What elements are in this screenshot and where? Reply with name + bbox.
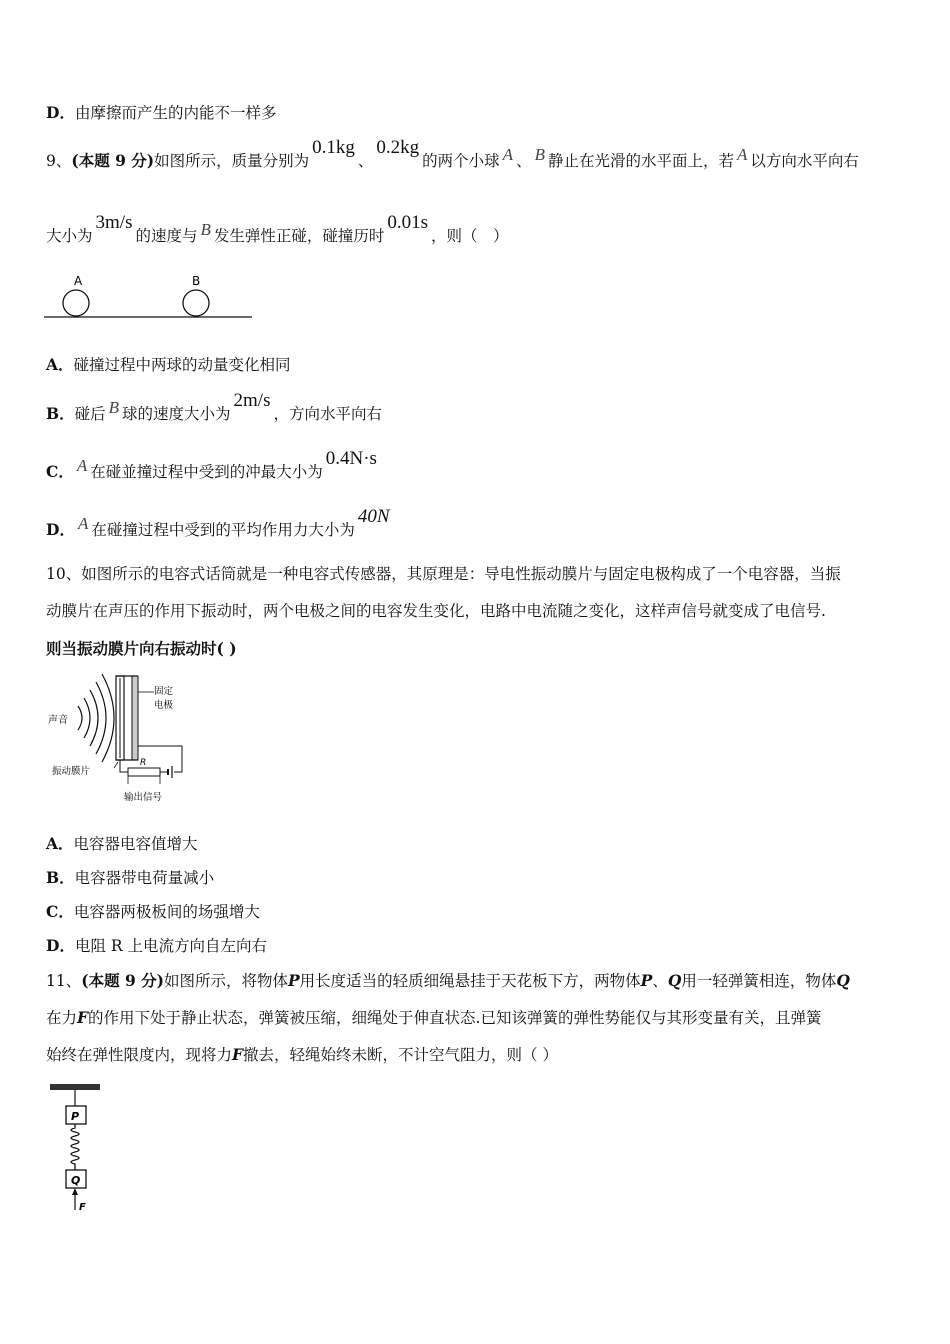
q10-stem-line-1: 10、如图所示的电容式话筒就是一种电容式传感器，其原理是：导电性振动膜片与固定电极构成了一个电容器，当振: [46, 565, 841, 583]
q10-microphone-figure: [44, 672, 194, 808]
collision-time: 0.01s: [387, 212, 429, 233]
fig-r-label: R: [140, 758, 147, 768]
fig-label-a: A: [74, 274, 83, 288]
q9-score: (本题 9 分): [71, 151, 155, 170]
q10-option-b: B．电容器带电荷量减小: [46, 868, 215, 887]
mass-b: 0.2kg: [376, 137, 420, 158]
ceiling: [50, 1084, 100, 1090]
q10-stem-line-2: 动膜片在声压的作用下振动时，两个电极之间的电容发生变化，电路中电流随之变化，这样声信号就变成了电信号.: [46, 602, 826, 620]
fig-f-label: F: [79, 1202, 86, 1213]
q9-balls-figure: [44, 272, 256, 322]
fig-p-label: P: [71, 1110, 80, 1123]
q8-option-d: D．由摩擦而产生的内能不一样多: [46, 103, 277, 122]
fig-fixed-label-1: 固定: [154, 686, 174, 697]
q9-stem-line-2: 大小为3m/s的速度与 B 发生弹性正碰，碰撞历时0.01s，则（ ）: [46, 212, 509, 245]
fig-sound-label: 声音: [48, 715, 68, 726]
force-arrow-head: [72, 1188, 78, 1195]
fixed-electrode: [132, 676, 138, 760]
q9-stem-line-1: 9、(本题 9 分)如图所示，质量分别为0.1kg、0.2kg的两个小球 A 、 B 静止在光滑的水平面上，若 A 以方向水平向右: [46, 137, 859, 170]
fig-label-b: B: [192, 274, 201, 288]
q10-stem-line-3: 则当振动膜片向右振动时( ): [46, 639, 237, 658]
membrane-pointer: [114, 762, 118, 768]
sound-wave-5: [102, 674, 114, 762]
fig-fixed-label-2: 电极: [154, 700, 174, 711]
spring: [71, 1124, 79, 1170]
sound-wave-3: [90, 690, 98, 746]
q11-stem-line-3: 始终在弹性限度内，现将力F撤去，轻绳始终未断，不计空气阻力，则（ ）: [46, 1045, 558, 1064]
q9-option-c: C． A 在碰並撞过程中受到的冲最大小为0.4N·s: [46, 448, 377, 481]
q9-option-a: A．碰撞过程中两球的动量变化相同: [46, 355, 291, 374]
sound-wave-1: [78, 706, 82, 730]
wire-left: [120, 760, 128, 772]
q10-option-d: D．电阻 R 上电流方向自左向右: [46, 936, 267, 955]
fig-membrane-label: 振动膜片: [52, 766, 91, 777]
q11-stem-line-2: 在力F的作用下处于静止状态，弹簧被压缩，细绳处于伸直状态.已知该弹簧的弹性势能仅与其形变量有关，且弹簧: [46, 1008, 822, 1027]
mass-a: 0.1kg: [312, 137, 355, 158]
q10-option-c: C．电容器两极板间的场强增大: [46, 902, 260, 921]
q9-option-d: D． A 在碰撞过程中受到的平均作用力大小为40N: [46, 506, 390, 539]
q9-number: 9、: [46, 152, 72, 170]
fig-q-label: Q: [71, 1174, 81, 1187]
ball-b: [183, 290, 209, 316]
speed-value: 3m/s: [95, 212, 133, 233]
sound-wave-2: [84, 698, 90, 738]
q9-option-b: B．碰后 B 球的速度大小为2m/s，方向水平向右: [46, 390, 382, 423]
q11-stem-line-1: 11、(本题 9 分)如图所示，将物体P用长度适当的轻质细绳悬挂于天花板下方，两物体P、Q用一轻弹簧相连，物体Q: [46, 971, 850, 990]
fig-output-label: 输出信号: [124, 792, 163, 803]
ball-a: [63, 290, 89, 316]
resistor-r: [128, 768, 160, 776]
q10-option-a: A．电容器电容值增大: [46, 834, 198, 853]
q11-spring-figure: [44, 1080, 104, 1216]
